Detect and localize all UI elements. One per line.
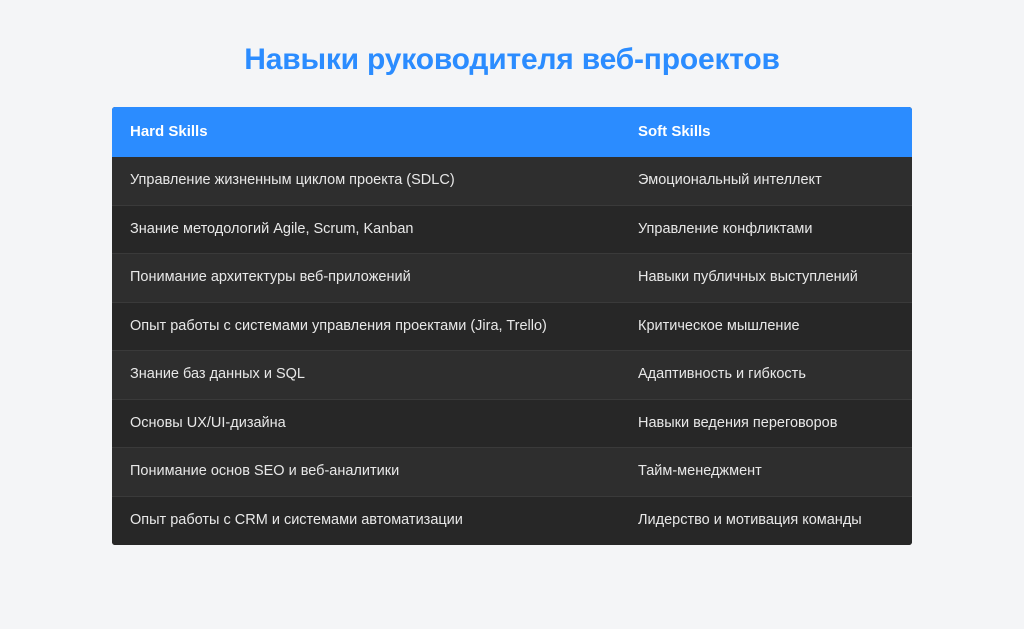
soft-skill-cell: Управление конфликтами xyxy=(624,205,912,254)
table-row xyxy=(112,205,912,254)
column-header-hard-skills: Hard Skills xyxy=(112,107,624,157)
soft-skill-cell: Критическое мышление xyxy=(624,302,912,351)
hard-skill-cell: Опыт работы с системами управления проектами (Jira, Trello) xyxy=(112,302,624,351)
table-row xyxy=(112,302,912,351)
hard-skill-cell: Основы UX/UI-дизайна xyxy=(112,399,624,448)
table-row xyxy=(112,351,912,400)
hard-skill-cell: Опыт работы с CRM и системами автоматизации xyxy=(112,496,624,544)
soft-skill-cell: Навыки публичных выступлений xyxy=(624,254,912,303)
table-header-row xyxy=(112,107,912,157)
page-title: Навыки руководителя веб-проектов xyxy=(244,43,780,76)
soft-skill-cell: Адаптивность и гибкость xyxy=(624,351,912,400)
table-row xyxy=(112,157,912,205)
hard-skill-cell: Понимание основ SEO и веб-аналитики xyxy=(112,448,624,497)
soft-skill-cell: Навыки ведения переговоров xyxy=(624,399,912,448)
table-row xyxy=(112,496,912,544)
hard-skill-cell: Понимание архитектуры веб-приложений xyxy=(112,254,624,303)
skills-table xyxy=(112,107,912,545)
soft-skill-cell: Тайм-менеджмент xyxy=(624,448,912,497)
table-row xyxy=(112,254,912,303)
hard-skill-cell: Управление жизненным циклом проекта (SDLC) xyxy=(112,157,624,205)
hard-skill-cell: Знание баз данных и SQL xyxy=(112,351,624,400)
hard-skill-cell: Знание методологий Agile, Scrum, Kanban xyxy=(112,205,624,254)
table-row xyxy=(112,448,912,497)
soft-skill-cell: Лидерство и мотивация команды xyxy=(624,496,912,544)
table-row xyxy=(112,399,912,448)
column-header-soft-skills: Soft Skills xyxy=(624,107,912,157)
table-body xyxy=(112,157,912,545)
soft-skill-cell: Эмоциональный интеллект xyxy=(624,157,912,205)
table-header xyxy=(112,107,912,157)
skills-table-container xyxy=(112,107,912,545)
